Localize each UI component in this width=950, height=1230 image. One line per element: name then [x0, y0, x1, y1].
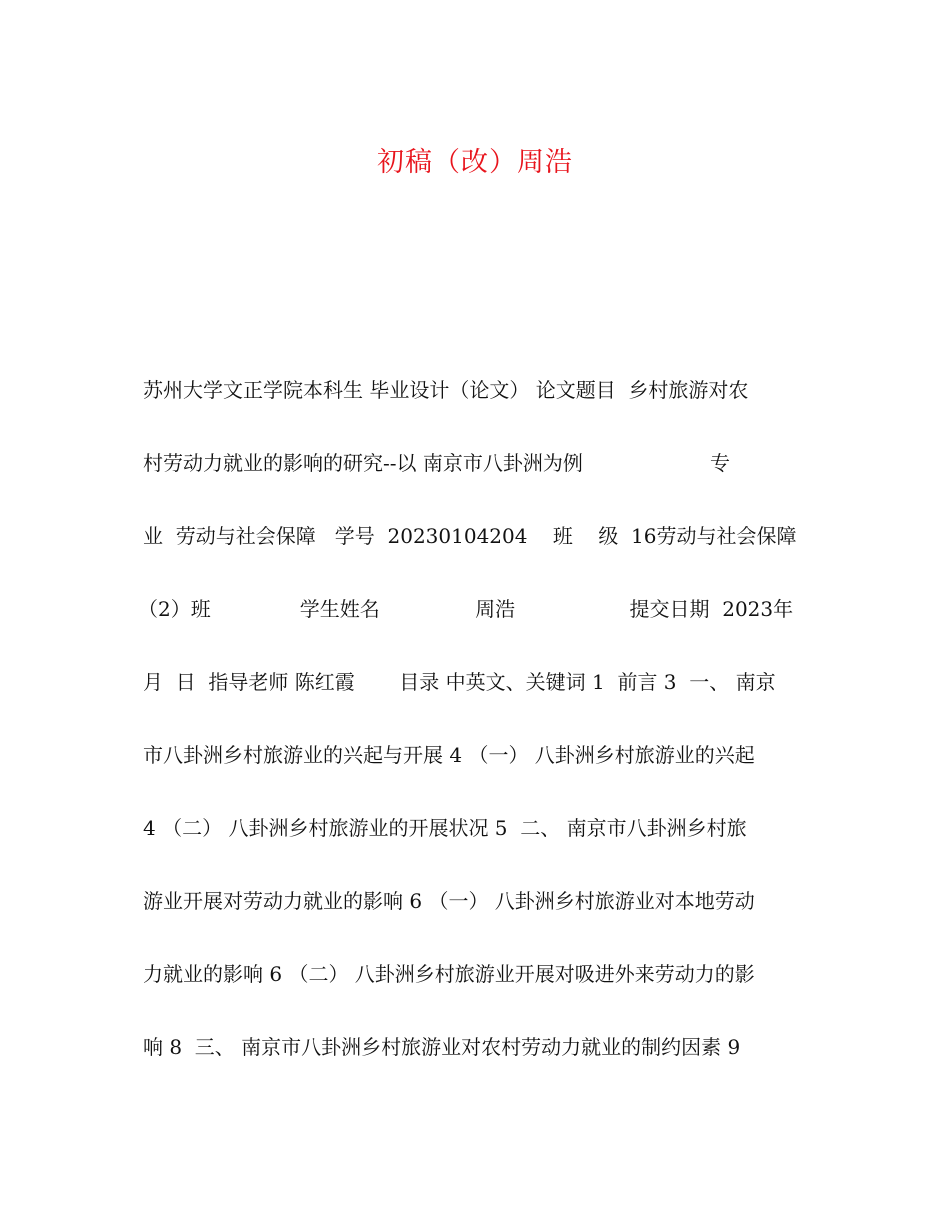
- body-line: 游业开展对劳动力就业的影响 6 （一） 八卦洲乡村旅游业对本地劳动: [143, 889, 755, 913]
- body-line: 月 日 指导老师 陈红霞 目录 中英文、关键词 1 前言 3 一、 南京: [143, 670, 776, 694]
- body-line: 苏州大学文正学院本科生 毕业设计（论文） 论文题目 乡村旅游对农: [143, 378, 749, 402]
- body-line: 4 （二） 八卦洲乡村旅游业的开展状况 5 二、 南京市八卦洲乡村旅: [143, 816, 747, 840]
- body-line: 业 劳动与社会保障 学号 20230104204 班 级 16劳动与社会保障: [143, 524, 797, 548]
- body-line: 村劳动力就业的影响的研究--以 南京市八卦洲为例 专: [143, 451, 731, 475]
- body-line: 力就业的影响 6 （二） 八卦洲乡村旅游业开展对吸进外来劳动力的影: [143, 962, 755, 986]
- body-line: 响 8 三、 南京市八卦洲乡村旅游业对农村劳动力就业的制约因素 9: [143, 1035, 741, 1059]
- document-title: 初稿（改）周浩: [377, 147, 573, 178]
- body-line: （2）班 学生姓名 周浩 提交日期 2023年: [138, 597, 794, 621]
- body-line: 市八卦洲乡村旅游业的兴起与开展 4 （一） 八卦洲乡村旅游业的兴起: [143, 743, 755, 767]
